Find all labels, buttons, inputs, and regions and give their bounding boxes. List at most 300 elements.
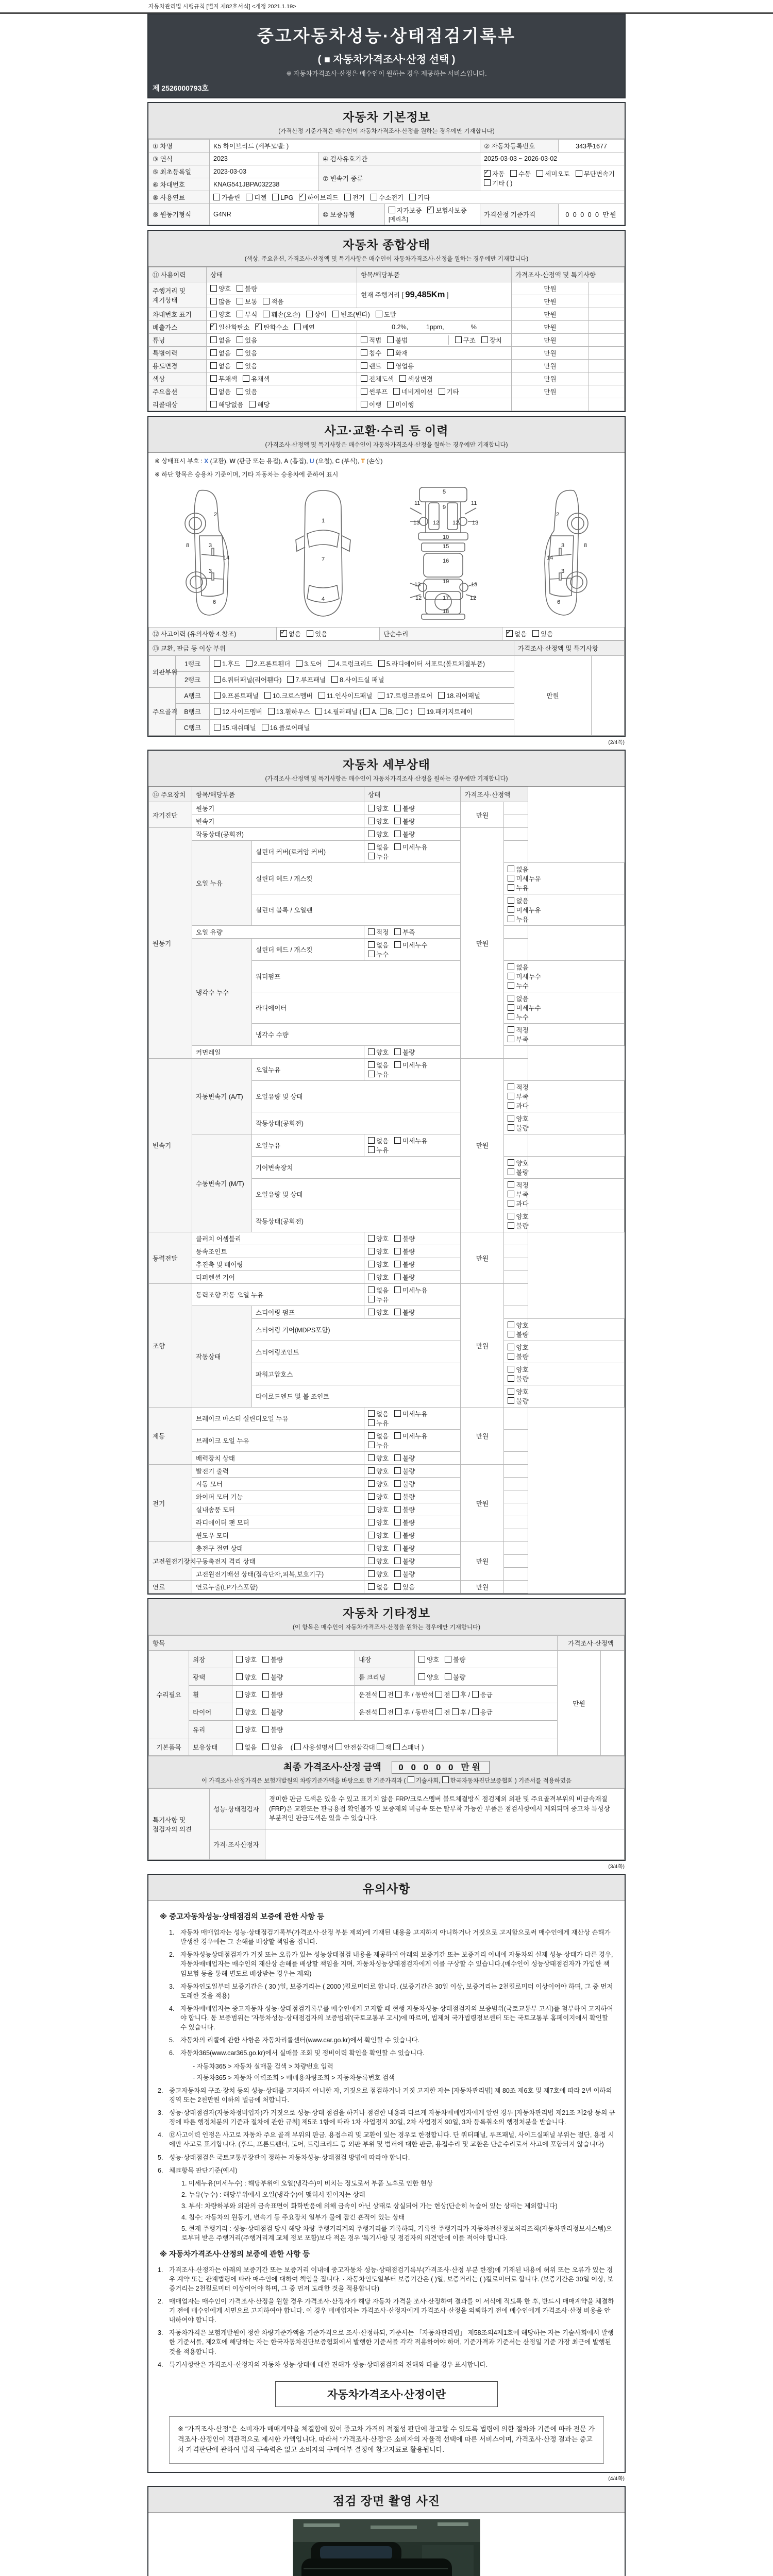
checkbox-없음[interactable] — [368, 1410, 375, 1417]
option-매연: 매연 — [294, 323, 315, 332]
panel-number-18: 18 — [442, 608, 449, 615]
device-group-label: 자기진단 — [149, 802, 192, 828]
checkbox-도말[interactable] — [376, 311, 382, 317]
checkbox-하이브리드[interactable] — [299, 194, 306, 200]
option-누유: 누유 — [368, 1070, 389, 1079]
checkbox-불량[interactable] — [394, 1480, 401, 1487]
checkbox-기술사회[interactable] — [408, 1776, 414, 1783]
checkbox-상이[interactable] — [306, 311, 313, 317]
checkbox-양호[interactable] — [236, 1726, 243, 1733]
photos-title: 점검 장면 촬영 사진 — [333, 2494, 440, 2508]
note-cell — [528, 1112, 625, 1134]
checkbox-누유[interactable] — [368, 1442, 375, 1448]
checkbox-불량[interactable] — [394, 1545, 401, 1551]
checkbox-8.사이드실 패널[interactable] — [331, 676, 338, 683]
checkbox-양호[interactable] — [236, 1673, 243, 1680]
checkbox-누유[interactable] — [508, 884, 514, 891]
checkbox-침수[interactable] — [361, 349, 367, 356]
checkbox-양호[interactable] — [368, 1506, 375, 1513]
checkbox-없음[interactable] — [368, 1432, 375, 1439]
checkbox-있음[interactable] — [262, 1743, 269, 1750]
option-없음: 없음 — [210, 335, 231, 345]
checkbox-훼손(오손)[interactable] — [263, 311, 270, 317]
repair-needed-label: 수리필요 — [149, 1651, 189, 1738]
option-불법: 불법 — [387, 335, 408, 345]
checkbox-없음[interactable] — [210, 388, 217, 395]
price-cell: 만원 — [512, 334, 589, 347]
state-options — [364, 1245, 461, 1258]
checkbox-양호[interactable] — [368, 1532, 375, 1538]
notice-item-text: 성능·상태점검은 국토교통부장관이 정하는 자동차성능·상태점검 방법에 따라야 합니다. — [169, 2154, 410, 2161]
checkbox-19.패키지트레이[interactable] — [418, 708, 425, 715]
inspection-record-document — [147, 0, 626, 2576]
option-양호: 양호 — [236, 1655, 257, 1664]
checkbox-양호[interactable] — [368, 831, 375, 837]
checkbox-부족[interactable] — [508, 1191, 514, 1197]
checkbox-없음[interactable] — [210, 349, 217, 356]
checkbox-많음[interactable] — [210, 298, 217, 304]
checkbox-불량[interactable] — [394, 1493, 401, 1500]
checkbox-불량[interactable] — [445, 1656, 451, 1663]
checkbox-미세누유[interactable] — [394, 1061, 401, 1068]
price-cell: 만원 — [512, 360, 589, 372]
note-cell — [504, 1581, 528, 1594]
checkbox-불량[interactable] — [445, 1673, 451, 1680]
checkbox-양호[interactable] — [368, 1519, 375, 1526]
checkbox-양호[interactable] — [210, 285, 217, 292]
state-options — [364, 1529, 461, 1542]
notice-section-0 — [158, 1911, 615, 2082]
checkbox-없음[interactable] — [280, 630, 287, 637]
detail-row — [149, 802, 625, 815]
option-양호: 양호 — [418, 1655, 439, 1664]
checkbox-17.트렁크플로어[interactable] — [378, 692, 384, 699]
checkbox-미세누수[interactable] — [508, 973, 514, 979]
panel-number-8: 8 — [186, 543, 189, 549]
checkbox-18.리어패널[interactable] — [438, 692, 445, 699]
checkbox-5.라디에이터 서포트(볼트체결부품)[interactable] — [378, 660, 385, 667]
checkbox-양호[interactable] — [236, 1708, 243, 1715]
state-options — [364, 1232, 461, 1245]
checkbox-없음[interactable] — [508, 866, 514, 872]
checkbox-부족[interactable] — [508, 1036, 514, 1042]
checkbox-양호[interactable] — [508, 1366, 514, 1372]
notice-item — [158, 2153, 615, 2162]
etc-row-타이어 — [149, 1703, 625, 1721]
checkbox-매연[interactable] — [294, 324, 301, 330]
checkbox-누유[interactable] — [368, 1071, 375, 1077]
checkbox-영업용[interactable] — [387, 362, 394, 369]
checkbox-있음[interactable] — [237, 349, 243, 356]
checkbox-13.휠하우스[interactable] — [268, 708, 275, 715]
overall-row-주요옵션 — [149, 385, 625, 398]
detail-head-2: 상태 — [364, 787, 461, 802]
item-label: 추진축 및 베어링 — [192, 1258, 364, 1271]
checkbox-없음[interactable] — [368, 1061, 375, 1068]
checkbox-적정[interactable] — [508, 1083, 514, 1090]
overall-row-튜닝 — [149, 334, 625, 347]
checkbox-양호[interactable] — [368, 1493, 375, 1500]
checkbox-적음[interactable] — [263, 298, 270, 304]
checkbox-양호[interactable] — [368, 1048, 375, 1055]
overall-row-색상 — [149, 372, 625, 385]
option-불량: 불량 — [262, 1655, 283, 1664]
checkbox-누유[interactable] — [368, 853, 375, 859]
checkbox-자동[interactable] — [484, 170, 491, 177]
checkbox-누유[interactable] — [368, 1296, 375, 1302]
checkbox-누수[interactable] — [508, 1013, 514, 1020]
checkbox-양호[interactable] — [418, 1673, 425, 1680]
checkbox-없음[interactable] — [368, 1583, 375, 1590]
checkbox-양호[interactable] — [368, 805, 375, 811]
checkbox-불량[interactable] — [508, 1331, 514, 1337]
checkbox-LPG[interactable] — [272, 194, 279, 200]
state-options — [504, 1319, 528, 1341]
checkbox-잭[interactable] — [377, 1743, 383, 1750]
checkbox-불량[interactable] — [394, 1519, 401, 1526]
checkbox-불량[interactable] — [394, 1261, 401, 1267]
checkbox-적법[interactable] — [361, 336, 367, 343]
checkbox-양호[interactable] — [210, 311, 217, 317]
note-cell — [504, 1232, 528, 1245]
option-누유: 누유 — [368, 1440, 389, 1450]
checkbox-없음[interactable] — [368, 1137, 375, 1144]
state-options — [207, 321, 357, 334]
checkbox-구조[interactable] — [455, 336, 462, 343]
option-양호: 양호 — [368, 1518, 389, 1527]
checkbox-보통[interactable] — [237, 298, 243, 304]
checkbox-탄화수소[interactable] — [255, 324, 262, 330]
checkbox-불량[interactable] — [262, 1726, 269, 1733]
checkbox-있음[interactable] — [237, 362, 243, 369]
checkbox-응급[interactable] — [472, 1708, 479, 1715]
checkbox-양호[interactable] — [368, 1274, 375, 1280]
checkbox-불량[interactable] — [394, 1274, 401, 1280]
checkbox-불량[interactable] — [508, 1222, 514, 1229]
checkbox-불법[interactable] — [387, 336, 394, 343]
checkbox-미세누유[interactable] — [508, 906, 514, 913]
checkbox-일산화탄소[interactable] — [210, 324, 217, 330]
checkbox-미세누유[interactable] — [394, 843, 401, 850]
checkbox-스패너[interactable] — [393, 1743, 400, 1750]
checkbox-양호[interactable] — [508, 1388, 514, 1395]
checkbox-화재[interactable] — [387, 349, 394, 356]
option-10.크로스멤버: 10.크로스멤버 — [264, 691, 313, 700]
etc-row-광택 — [149, 1668, 625, 1686]
final-price-band — [148, 1756, 625, 1788]
checkbox-불량[interactable] — [394, 1454, 401, 1461]
checkbox-불량[interactable] — [394, 1309, 401, 1315]
option-불량: 불량 — [508, 1221, 528, 1230]
checkbox-부족[interactable] — [508, 1093, 514, 1099]
checkbox-불량[interactable] — [394, 1570, 401, 1577]
checkbox-4.트렁크리드[interactable] — [328, 660, 334, 667]
checkbox-전[interactable] — [435, 1691, 442, 1698]
item-label: 커먼레일 — [192, 1046, 364, 1059]
checkbox-미세누유[interactable] — [508, 875, 514, 882]
checkbox-불량[interactable] — [508, 1353, 514, 1360]
checkbox-불량[interactable] — [394, 1532, 401, 1538]
checkbox-자가보증[interactable] — [389, 207, 395, 213]
panel-number-12: 12 — [469, 595, 476, 601]
device-group-label: 원동기 — [149, 828, 192, 1059]
checkbox-14.필러패널[interactable] — [315, 708, 322, 715]
checkbox-불량[interactable] — [508, 1168, 514, 1175]
checkbox-불량[interactable] — [394, 818, 401, 824]
checkbox-누유[interactable] — [508, 916, 514, 922]
checkbox-없음[interactable] — [368, 1286, 375, 1293]
checkbox-후[interactable] — [395, 1708, 402, 1715]
option-미세누유: 미세누유 — [394, 1431, 427, 1440]
checkbox-렌트[interactable] — [361, 362, 367, 369]
note-cell — [504, 1465, 528, 1478]
checkbox-11.인사이드패널[interactable] — [318, 692, 325, 699]
checkbox-양호[interactable] — [368, 1570, 375, 1577]
checkbox-양호[interactable] — [368, 818, 375, 824]
checkbox-무단변속기[interactable] — [576, 170, 582, 177]
checkbox-A,[interactable] — [363, 708, 370, 715]
detail-row — [149, 1134, 625, 1157]
checkbox-불량[interactable] — [394, 1248, 401, 1255]
checkbox-불량[interactable] — [394, 1235, 401, 1242]
checkbox-전기[interactable] — [344, 194, 351, 200]
checkbox-유채색[interactable] — [243, 375, 249, 382]
checkbox-보험사보증[interactable] — [427, 207, 434, 213]
checkbox-있음[interactable] — [394, 1583, 401, 1590]
checkbox-안전삼각대[interactable] — [335, 1743, 342, 1750]
checkbox-양호[interactable] — [508, 1159, 514, 1166]
panel-number-14: 14 — [547, 555, 553, 561]
checkbox-누유[interactable] — [368, 1419, 375, 1426]
checkbox-양호[interactable] — [508, 1344, 514, 1350]
checkbox-누유[interactable] — [368, 1146, 375, 1153]
checkbox-없음[interactable] — [210, 362, 217, 369]
option-상이: 상이 — [306, 310, 327, 319]
row-label: 차대번호 표기 — [149, 308, 207, 321]
etc-row-외장 — [149, 1651, 625, 1668]
checkbox-양호[interactable] — [368, 1480, 375, 1487]
checkbox-불량[interactable] — [262, 1691, 269, 1698]
checkbox-미세누유[interactable] — [394, 1432, 401, 1439]
checkbox-디젤[interactable] — [246, 194, 253, 200]
checkbox-전체도색[interactable] — [361, 375, 367, 382]
checkbox-기타[interactable] — [439, 388, 445, 395]
checkbox-3.도어[interactable] — [296, 660, 303, 667]
checkbox-7.루프패널[interactable] — [287, 676, 294, 683]
checkbox-후[interactable] — [452, 1708, 459, 1715]
checkbox-이행[interactable] — [361, 401, 367, 408]
notice-item-text: 체크항목 판단기준(예시) — [169, 2166, 238, 2174]
checkbox-C[interactable] — [396, 708, 402, 715]
checkbox-미이행[interactable] — [387, 401, 394, 408]
detail-row — [149, 1490, 625, 1503]
checkbox-기타 ( )[interactable] — [484, 179, 491, 186]
checkbox-누수[interactable] — [368, 951, 375, 957]
checkbox-있음[interactable] — [237, 336, 243, 343]
checkbox-불량[interactable] — [237, 285, 243, 292]
checkbox-양호[interactable] — [368, 1261, 375, 1267]
notice-sub-item: - 자동차365 > 자동차 이력조회 > 매매용차량조회 > 자동차등록번호 검색 — [193, 2074, 395, 2081]
panel-number-11: 11 — [414, 500, 421, 506]
sub-group-label: 냉각수 누수 — [192, 939, 252, 1046]
checkbox-불량[interactable] — [262, 1708, 269, 1715]
panel-number-10: 10 — [442, 534, 449, 540]
checkbox-한국자동차진단보증협회[interactable] — [442, 1776, 449, 1783]
checkbox-불량[interactable] — [394, 1467, 401, 1474]
checkbox-불량[interactable] — [394, 831, 401, 837]
checkbox-미세누수[interactable] — [394, 941, 401, 948]
checkbox-네비게이션[interactable] — [393, 388, 400, 395]
option-영업용: 영업용 — [387, 361, 414, 370]
checkbox-양호[interactable] — [418, 1656, 425, 1663]
notice-item-text: 자동차매매업자는 중고자동차 성능·상태점검기록부를 매수인에게 고지할 때 현행 자동차성능·상태점검자의 보증범위(국토교통부 고시)를 첨부하여 고지하여야 합니다. 동 보증범위는 '자동차성능·상태점검자의 보증범위'(국토교통부 고시)에 따르며, 법제처 국가법령정보센터 또는 국토교통부 홈페이지에서 확인할 수 있습니다. — [180, 2005, 613, 2031]
checkbox-없음[interactable] — [368, 941, 375, 948]
checkbox-사용설명서[interactable] — [294, 1743, 301, 1750]
checkbox-16.플로어패널[interactable] — [262, 724, 268, 731]
checkbox-미세누유[interactable] — [394, 1410, 401, 1417]
checkbox-없음[interactable] — [210, 336, 217, 343]
checkbox-미세누수[interactable] — [508, 1004, 514, 1011]
checkbox-해당[interactable] — [249, 401, 256, 408]
document-subtitle: ( ■ 자동차가격조사·산정 선택 ) — [317, 54, 456, 65]
checkbox-없음[interactable] — [506, 630, 513, 637]
rank-price: 만원 — [514, 656, 591, 736]
checkbox-미세누유[interactable] — [394, 1286, 401, 1293]
checkbox-있음[interactable] — [532, 630, 539, 637]
item-label: 내장 — [355, 1651, 415, 1668]
checkbox-세미오토[interactable] — [536, 170, 543, 177]
state-options — [364, 1542, 461, 1555]
checkbox-불량[interactable] — [394, 805, 401, 811]
checkbox-있음[interactable] — [307, 630, 313, 637]
checkbox-후[interactable] — [395, 1691, 402, 1698]
checkbox-15.대쉬패널[interactable] — [214, 724, 221, 731]
checkbox-후[interactable] — [452, 1691, 459, 1698]
checkbox-장치[interactable] — [481, 336, 488, 343]
checkbox-없음[interactable] — [368, 843, 375, 850]
option-있음: 있음 — [262, 1742, 283, 1752]
notice-item — [158, 2297, 615, 2325]
checkbox-적정[interactable] — [508, 1181, 514, 1188]
car-underbody-diagram — [403, 485, 483, 620]
overall-status-note: (색상, 주요옵션, 가격조사·산정액 및 특기사항은 매수인이 자동차가격조사·산정을 원하는 경우에만 기재합니다) — [244, 256, 529, 262]
checkbox-적정[interactable] — [368, 928, 375, 935]
option-적정: 적정 — [508, 1025, 528, 1035]
notice-sub-item: 2. 누유(누수) : 해당부위에서 오일(냉각수)이 맺혀서 떨어지는 상태 — [181, 2191, 365, 2198]
checkbox-양호[interactable] — [236, 1656, 243, 1663]
checkbox-양호[interactable] — [508, 1115, 514, 1122]
option-없음: 없음 — [368, 940, 389, 950]
checkbox-6.쿼터패널(리어휀다)[interactable] — [214, 676, 221, 683]
option-기타 ( ): 기타 ( ) — [484, 178, 512, 188]
checkbox-불량[interactable] — [508, 1397, 514, 1404]
state-options — [504, 1210, 528, 1232]
checkbox-양호[interactable] — [508, 1213, 514, 1219]
state-options — [364, 1452, 461, 1465]
checkbox-썬루프[interactable] — [361, 388, 367, 395]
checkbox-미세누유[interactable] — [394, 1137, 401, 1144]
checkbox-해당없음[interactable] — [210, 401, 217, 408]
checkbox-양호[interactable] — [368, 1545, 375, 1551]
checkbox-양호[interactable] — [368, 1454, 375, 1461]
inspection-photo-garage — [293, 2519, 480, 2576]
checkbox-2.프론트휀더[interactable] — [246, 660, 253, 667]
option-양호: 양호 — [368, 1544, 389, 1553]
status-symbol-A: A — [284, 457, 289, 465]
checkbox-양호[interactable] — [368, 1557, 375, 1564]
detail-head-3: 가격조사·산정액 — [461, 787, 528, 802]
checkbox-1.후드[interactable] — [214, 660, 221, 667]
checkbox-적정[interactable] — [508, 1026, 514, 1033]
option-과다: 과다 — [508, 1199, 528, 1208]
checkbox-불량[interactable] — [262, 1656, 269, 1663]
checkbox-과다[interactable] — [508, 1200, 514, 1207]
option-불량: 불량 — [445, 1655, 465, 1664]
checkbox-응급[interactable] — [472, 1691, 479, 1698]
checkbox-양호[interactable] — [368, 1248, 375, 1255]
checkbox-가솔린[interactable] — [213, 194, 220, 200]
checkbox-전[interactable] — [379, 1708, 386, 1715]
option-양호: 양호 — [368, 1234, 389, 1243]
checkbox-부식[interactable] — [237, 311, 243, 317]
state-options — [364, 1490, 461, 1503]
checkbox-양호[interactable] — [508, 1321, 514, 1328]
checkbox-없음[interactable] — [508, 995, 514, 1002]
checkbox-색상변경[interactable] — [399, 375, 406, 382]
checkbox-9.프론트패널[interactable] — [214, 692, 221, 699]
checkbox-양호[interactable] — [368, 1467, 375, 1474]
checkbox-없음[interactable] — [236, 1743, 243, 1750]
option-유채색: 유채색 — [243, 374, 270, 383]
checkbox-10.크로스멤버[interactable] — [264, 692, 271, 699]
checkbox-과다[interactable] — [508, 1102, 514, 1109]
checkbox-수소전기[interactable] — [371, 194, 377, 200]
checkbox-전[interactable] — [379, 1691, 386, 1698]
checkbox-불량[interactable] — [394, 1048, 401, 1055]
checkbox-누수[interactable] — [508, 982, 514, 989]
checkbox-불량[interactable] — [394, 1557, 401, 1564]
checkbox-있음[interactable] — [237, 388, 243, 395]
detail-row — [149, 1059, 625, 1081]
overall-row-배출가스 — [149, 321, 625, 334]
item-label: 스티어링 펌프 — [252, 1306, 364, 1319]
checkbox-양호[interactable] — [368, 1235, 375, 1242]
detail-status-table — [148, 787, 625, 1594]
checkbox-부족[interactable] — [394, 928, 401, 935]
item-options — [415, 1651, 558, 1668]
checkbox-12.사이드멤버[interactable] — [214, 708, 221, 715]
item-label: 라디에이터 팬 모터 — [192, 1516, 364, 1529]
checkbox-기타[interactable] — [409, 194, 416, 200]
checkbox-없음[interactable] — [508, 963, 514, 970]
checkbox-전[interactable] — [435, 1708, 442, 1715]
panel-number-3: 3 — [208, 543, 212, 549]
checkbox-없음[interactable] — [508, 897, 514, 904]
checkbox-양호[interactable] — [368, 1309, 375, 1315]
checkbox-불량[interactable] — [508, 1375, 514, 1382]
checkbox-수동[interactable] — [510, 170, 517, 177]
checkbox-불량[interactable] — [262, 1673, 269, 1680]
checkbox-변조(변타)[interactable] — [332, 311, 339, 317]
checkbox-무채색[interactable] — [210, 375, 217, 382]
checkbox-B,[interactable] — [380, 708, 386, 715]
checkbox-불량[interactable] — [508, 1124, 514, 1131]
checkbox-양호[interactable] — [236, 1691, 243, 1698]
checkbox-불량[interactable] — [394, 1506, 401, 1513]
etc-note — [600, 1651, 624, 1756]
option-미세누유: 미세누유 — [394, 1060, 427, 1070]
state-options — [504, 1024, 528, 1046]
